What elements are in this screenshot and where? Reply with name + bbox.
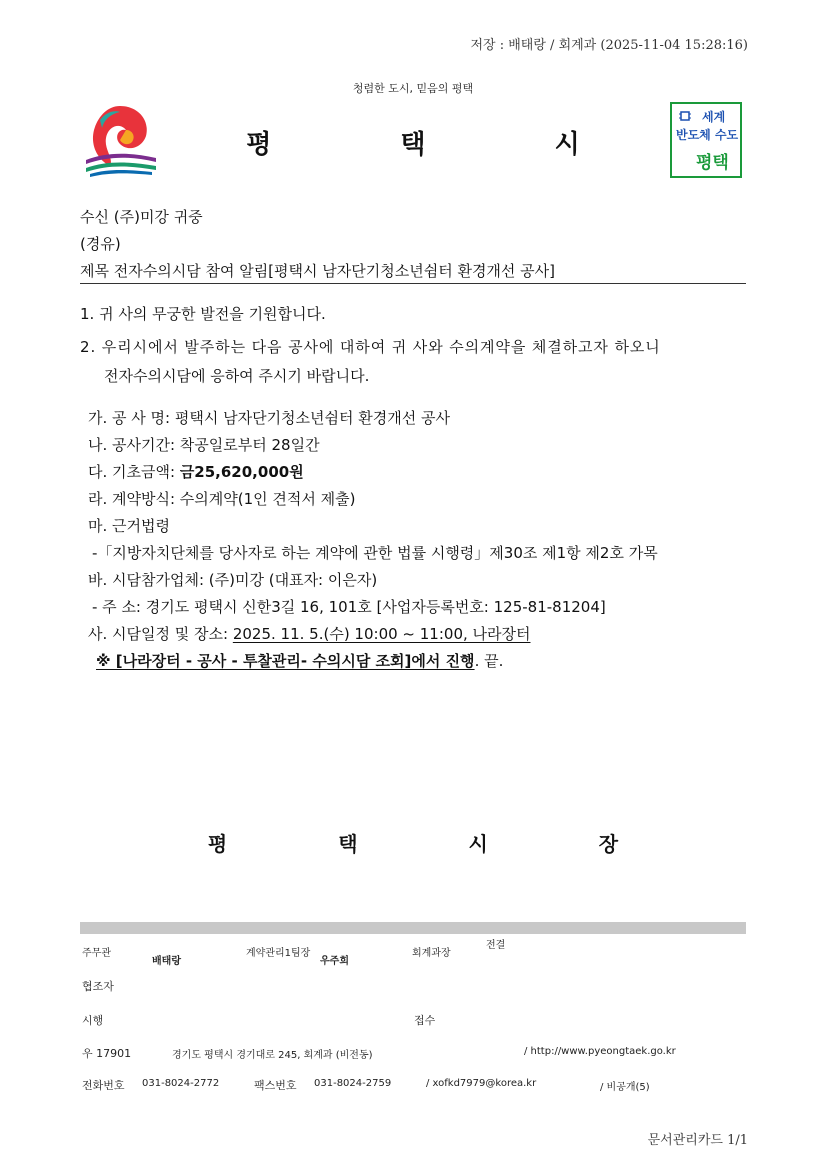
approval-r1-name: 배태랑 — [152, 956, 181, 967]
item-g-value: 2025. 11. 5.(수) 10:00 ~ 11:00, 나라장터 — [232, 625, 531, 643]
item-note — [96, 650, 503, 671]
approval-r1-label: 주무관 — [82, 948, 111, 959]
receipt-label: 접수 — [414, 1014, 436, 1027]
approval-bar — [80, 922, 746, 934]
recipient: 수신 (주)미강 귀중 — [80, 208, 203, 226]
end-mark: . 끝. — [474, 652, 504, 670]
item-a: 가. 공 사 명: 평택시 남자단기청소년쉼터 환경개선 공사 — [88, 409, 450, 427]
fax-number: 031-8024-2759 — [314, 1078, 392, 1089]
badge-line1: 세계 — [702, 110, 726, 124]
approval-r2-name: 우주희 — [320, 956, 349, 967]
body-p2a: 2. 우리시에서 발주하는 다음 공사에 대하여 귀 사와 수의계약을 체결하고자 하오니 — [80, 338, 661, 356]
body-p2b: 전자수의시담에 응하여 주시기 바랍니다. — [104, 367, 370, 385]
badge-line2: 반도체 수도 — [676, 128, 739, 142]
phone-label: 전화번호 — [82, 1079, 125, 1092]
semiconductor-badge — [670, 102, 742, 178]
phone-number: 031-8024-2772 — [142, 1078, 220, 1089]
item-e-sub: -「지방자치단체를 당사자로 하는 계약에 관한 법률 시행령」제30조 제1항 제2호 가목 — [92, 544, 658, 562]
item-f: 바. 시담참가업체: (주)미강 (대표자: 이은자) — [88, 571, 378, 589]
subject: 제목 전자수의시담 참여 알림[평택시 남자단기청소년쉼터 환경개선 공사] — [80, 262, 556, 280]
org-name: 평 택 시 — [246, 130, 640, 160]
item-d: 라. 계약방식: 수의계약(1인 견적서 제출) — [88, 490, 356, 508]
header-divider — [80, 283, 746, 284]
mayor-title: 평 택 시 장 — [207, 832, 671, 856]
note-text: ※ [나라장터 - 공사 - 투찰관리- 수의시담 조회]에서 진행 — [96, 652, 475, 670]
email[interactable]: / xofkd7979@korea.kr — [426, 1078, 537, 1089]
slogan: 청렴한 도시, 믿음의 평택 — [352, 82, 474, 95]
approval-r3-note: 전결 — [486, 940, 506, 951]
document-card-page: 문서관리카드 1/1 — [647, 1133, 748, 1148]
body-p1: 1. 귀 사의 무궁한 발전을 기원합니다. — [80, 305, 326, 323]
cooperator-label: 협조자 — [82, 980, 114, 993]
disclosure: / 비공개(5) — [600, 1082, 650, 1093]
item-b: 나. 공사기간: 착공일로부터 28일간 — [88, 436, 320, 454]
item-g-label: 사. 시담일정 및 장소: — [88, 625, 233, 643]
chip-icon — [678, 107, 692, 119]
enforce-label: 시행 — [82, 1014, 104, 1027]
homepage-url[interactable]: / http://www.pyeongtaek.go.kr — [524, 1046, 676, 1057]
postal-code: 우 17901 — [82, 1047, 132, 1060]
via: (경유) — [80, 235, 121, 253]
item-c-label: 다. 기초금액: — [88, 463, 180, 481]
approval-r2-label: 계약관리1팀장 — [246, 948, 311, 959]
fax-label: 팩스번호 — [254, 1079, 297, 1092]
item-c-value: 금25,620,000원 — [179, 463, 304, 481]
item-f-sub: - 주 소: 경기도 평택시 신한3길 16, 101호 [사업자등록번호: 125-81-81204] — [92, 598, 606, 616]
approval-r3-label: 회계과장 — [412, 948, 451, 959]
storage-stamp: 저장 : 배태랑 / 회계과 (2025-11-04 15:28:16) — [470, 38, 748, 53]
item-c — [88, 461, 304, 482]
badge-line3: 평택 — [696, 153, 729, 173]
item-g — [88, 623, 531, 644]
address: 경기도 평택시 경기대로 245, 회계과 (비전동) — [172, 1050, 373, 1061]
item-e: 마. 근거법령 — [88, 517, 170, 535]
